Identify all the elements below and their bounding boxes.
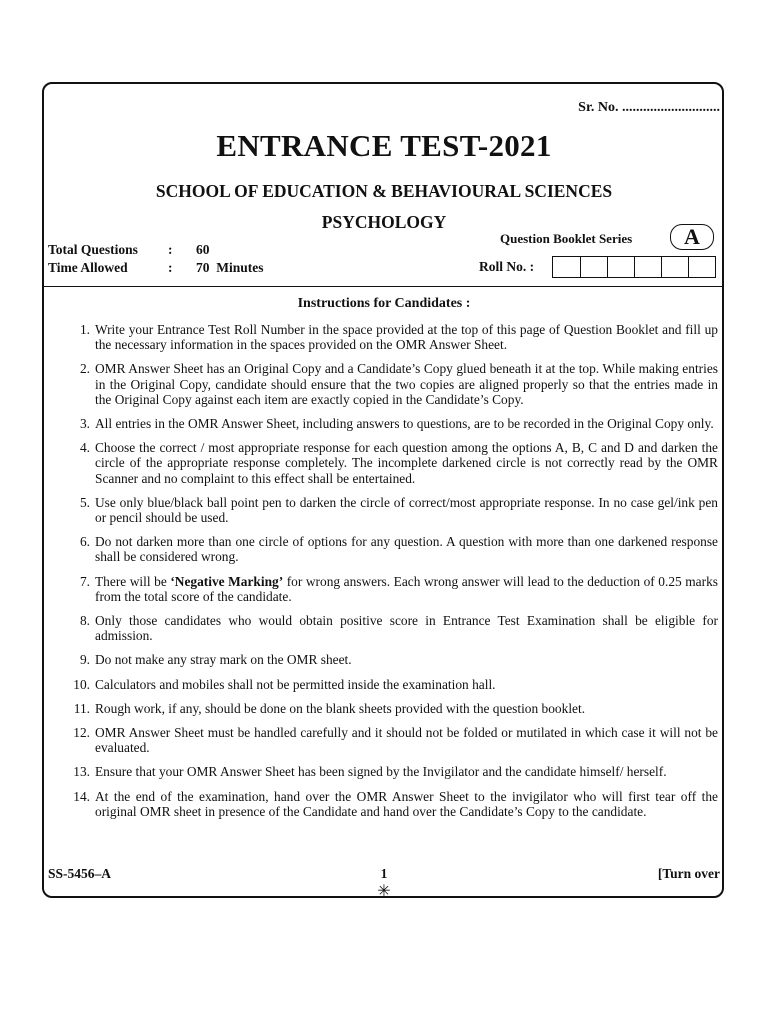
roll-digit-box[interactable] xyxy=(634,257,661,277)
list-item xyxy=(66,764,718,779)
list-item xyxy=(66,416,718,431)
roll-digit-box[interactable] xyxy=(688,257,715,277)
list-item xyxy=(66,361,718,407)
item-number: 13. xyxy=(73,764,90,780)
list-item xyxy=(66,440,718,486)
roll-label: Roll No. : xyxy=(479,259,535,274)
item-number: 1. xyxy=(79,322,90,337)
item-text: OMR Answer Sheet has an Original Copy and a Candidate’s Copy glued beneath it at the top. While making entries in the Original Copy, candidate should ensure that the two copies are aligned properly so that the entries made in the Original Copy against each item are exactly copied in the Candidate’s Copy. xyxy=(95,361,718,407)
booklet-code: SS-5456–A xyxy=(48,866,112,881)
list-item xyxy=(66,677,718,692)
item-text: Write your Entrance Test Roll Number in the space provided at the top of this page of Question Booklet and fill up the necessary information in the spaces provided on the OMR Answer Sheet. xyxy=(95,322,718,353)
list-item xyxy=(66,574,718,604)
list-item xyxy=(66,652,718,667)
item-text: Do not darken more than one circle of options for any question. A question with more than one darkened response shall be considered wrong. xyxy=(95,534,718,565)
item-number: 5. xyxy=(79,494,90,510)
item-number: 14. xyxy=(73,788,90,804)
roll-digit-box[interactable] xyxy=(661,257,688,277)
item-number: 6. xyxy=(79,534,90,550)
item-text: All entries in the OMR Answer Sheet, including answers to questions, are to be recorded in the Original Copy only. xyxy=(95,416,714,432)
item-number: 4. xyxy=(79,440,90,456)
list-item xyxy=(66,789,718,819)
item-text xyxy=(95,574,718,604)
instructions-list xyxy=(66,322,718,819)
list-item xyxy=(66,725,718,755)
item-number: 11. xyxy=(73,700,90,716)
list-item xyxy=(66,701,718,716)
item-number: 2. xyxy=(79,361,90,377)
item-number: 10. xyxy=(73,676,90,692)
list-item xyxy=(66,613,718,643)
item-text: Calculators and mobiles shall not be permitted inside the examination hall. xyxy=(95,676,496,692)
negative-marking-emphasis: ‘Negative Marking’ xyxy=(170,573,284,589)
item-text: Choose the correct / most appropriate response for each question among the options A, B, C and D and darken the circle of the appropriate response completely. The incomplete darkened circle is not correctly read by the OMR Scanner and no complaint to this effect shall be entertained. xyxy=(95,440,718,486)
item-text-part: There will be xyxy=(95,573,171,589)
item-text: Rough work, if any, should be done on the blank sheets provided with the question booklet. xyxy=(95,700,586,716)
item-text: Only those candidates who would obtain positive score in Entrance Test Examination shall be eligible for admission. xyxy=(95,613,718,644)
total-questions-label: Total Questions xyxy=(48,242,138,257)
item-text: Ensure that your OMR Answer Sheet has been signed by the Invigilator and the candidate himself/ herself. xyxy=(95,764,667,780)
time-allowed-row xyxy=(48,260,264,276)
list-item xyxy=(66,534,718,564)
item-number: 8. xyxy=(79,613,90,629)
item-number: 3. xyxy=(79,416,90,432)
school-name: SCHOOL OF EDUCATION & BEHAVIOURAL SCIENCES xyxy=(155,181,613,201)
time-allowed-label: Time Allowed xyxy=(48,260,128,275)
colon: : xyxy=(168,242,173,257)
total-questions-value: 60 xyxy=(196,242,210,257)
roll-number-boxes[interactable] xyxy=(552,256,716,278)
roll-digit-box[interactable] xyxy=(607,257,634,277)
divider xyxy=(43,286,723,287)
item-text: Do not make any stray mark on the OMR sheet. xyxy=(95,652,352,668)
asterisk-icon: ✳ xyxy=(377,883,391,900)
item-text: At the end of the examination, hand over the OMR Answer Sheet to the invigilator who will first tear off the original OMR sheet in presence of the Candidate and hand over the Candidate’s Copy to the candidate. xyxy=(95,788,718,819)
time-allowed-value: 70 Minutes xyxy=(196,260,264,275)
subject-name: PSYCHOLOGY xyxy=(321,212,447,232)
roll-digit-box[interactable] xyxy=(553,257,580,277)
item-number: 12. xyxy=(73,725,90,741)
serial-number: Sr. No. ............................ xyxy=(578,100,720,115)
item-text-part: for wrong answers. Each wrong answer will lead to the deduction of 0.25 marks from the total score of the candidate. xyxy=(95,573,718,604)
roll-digit-box[interactable] xyxy=(580,257,607,277)
colon: : xyxy=(168,260,173,275)
item-number: 9. xyxy=(79,652,90,668)
list-item xyxy=(66,495,718,525)
item-text: Use only blue/black ball point pen to darken the circle of correct/most appropriate response. In no case gel/ink pen or pencil should be used. xyxy=(95,494,718,526)
series-badge: A xyxy=(670,224,714,250)
turn-over-note: [Turn over xyxy=(657,866,720,881)
total-questions-row xyxy=(48,242,210,258)
page-title: ENTRANCE TEST-2021 xyxy=(216,128,552,163)
series-label: Question Booklet Series xyxy=(500,231,633,246)
page-number: 1 xyxy=(380,866,388,881)
instructions-heading: Instructions for Candidates : xyxy=(297,296,471,311)
item-text: OMR Answer Sheet must be handled carefully and it should not be folded or mutilated in which case it will not be evaluated. xyxy=(95,725,718,756)
item-number: 7. xyxy=(79,573,90,589)
list-item xyxy=(66,322,718,352)
